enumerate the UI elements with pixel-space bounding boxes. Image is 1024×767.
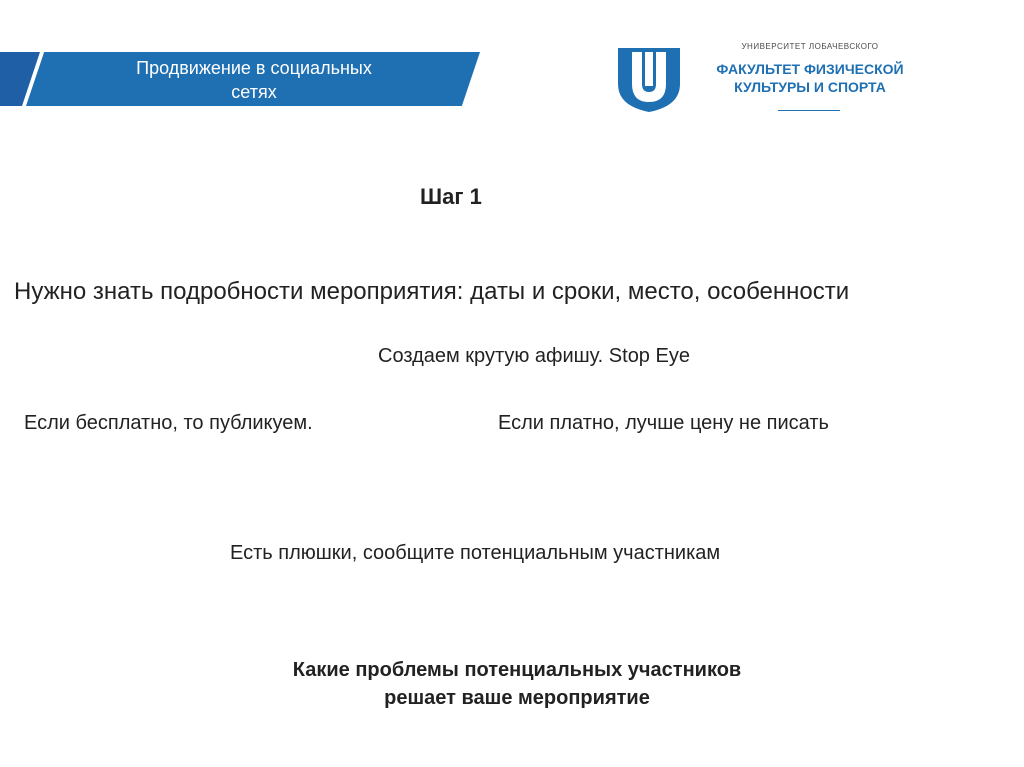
- logo-faculty-line-2: КУЛЬТУРЫ И СПОРТА: [734, 79, 886, 95]
- free-event-text: Если бесплатно, то публикуем.: [24, 412, 313, 434]
- logo-university-name: УНИВЕРСИТЕТ ЛОБАЧЕВСКОГО: [741, 42, 879, 51]
- key-question: [180, 656, 854, 712]
- logo-faculty-name: [694, 60, 926, 96]
- unn-logo-icon: [614, 44, 684, 114]
- logo-underline: [778, 110, 840, 111]
- key-question-line-2: решает ваше мероприятие: [384, 687, 650, 709]
- paid-event-text: Если платно, лучше цену не писать: [498, 412, 829, 434]
- slide-section-title-line-1: Продвижение в социальных: [136, 58, 372, 78]
- logo-faculty-line-1: ФАКУЛЬТЕТ ФИЗИЧЕСКОЙ: [716, 61, 904, 77]
- step-heading: Шаг 1: [420, 184, 482, 209]
- slide-section-title-line-2: сетях: [231, 82, 277, 102]
- bonuses-text: Есть плюшки, сообщите потенциальным участникам: [230, 542, 721, 564]
- poster-text: Создаем крутую афишу. Stop Eye: [378, 345, 690, 367]
- key-question-line-1: Какие проблемы потенциальных участников: [292, 659, 742, 681]
- slide-section-title: [64, 56, 444, 104]
- event-details-text: Нужно знать подробности мероприятия: даты и сроки, место, особенности: [14, 278, 850, 305]
